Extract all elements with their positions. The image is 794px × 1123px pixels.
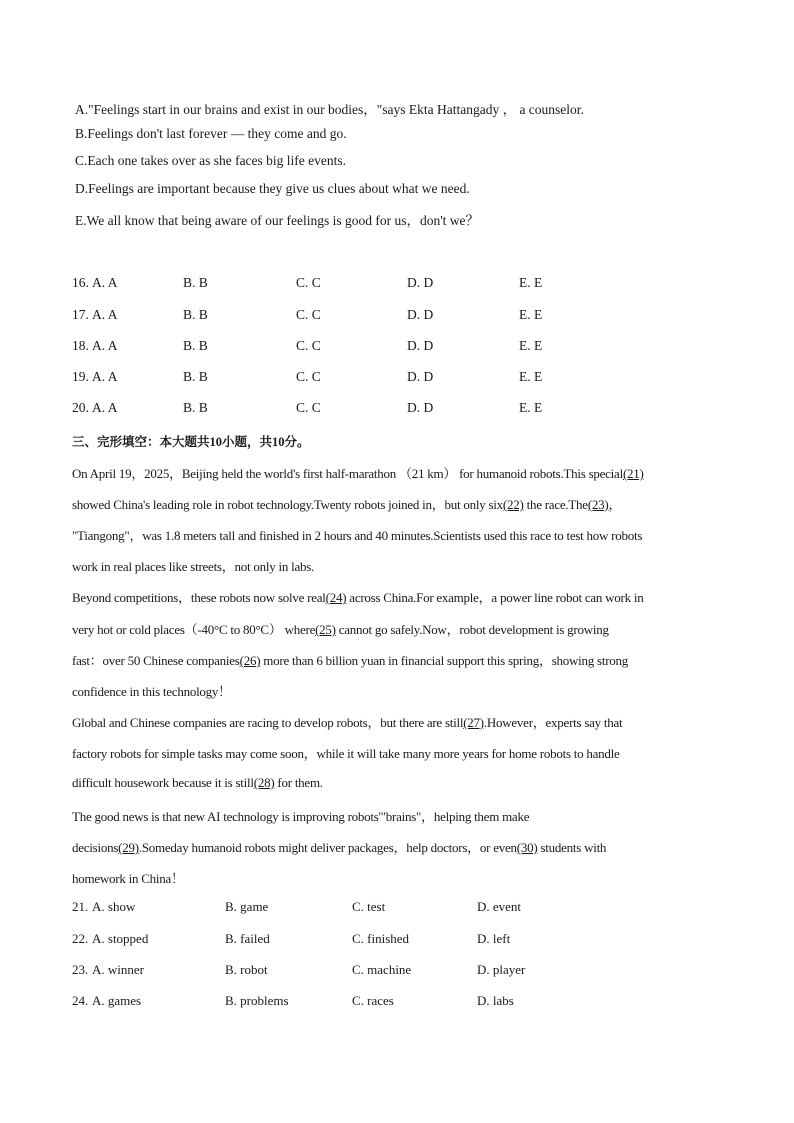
- choice-b[interactable]: B. B: [183, 338, 208, 353]
- passage-text: students with: [537, 840, 607, 855]
- choice-d[interactable]: D. D: [407, 275, 434, 290]
- choice-c[interactable]: C. finished: [352, 931, 410, 946]
- section-heading-mid: 小题，共: [222, 434, 273, 449]
- question-number: 16.: [72, 275, 89, 290]
- choice-c[interactable]: C. C: [296, 369, 321, 384]
- passage-line: work in real places like streets，not only in labs.: [72, 559, 315, 574]
- question-row-19: [72, 369, 712, 387]
- choice-b[interactable]: B. game: [225, 899, 269, 914]
- question-row-22: [72, 931, 712, 949]
- choice-c[interactable]: C. races: [352, 993, 394, 1008]
- passage-text: .Someday humanoid robots might deliver packages，help doctors，or even: [138, 840, 517, 855]
- option-d-sentence: D.Feelings are important because they give us clues about what we need.: [75, 181, 470, 196]
- choice-d[interactable]: D. D: [407, 307, 434, 322]
- blank-22: (22): [502, 497, 524, 512]
- passage-text: ，: [608, 497, 622, 512]
- passage-line: "Tiangong"，was 1.8 meters tall and finished in 2 hours and 40 minutes.Scientists used this race to test how robots: [72, 528, 643, 543]
- choice-d[interactable]: D. left: [477, 931, 511, 946]
- passage-text: .However，experts say that: [483, 715, 623, 730]
- question-row-18: [72, 338, 712, 356]
- choice-c[interactable]: C. C: [296, 338, 321, 353]
- blank-30: (30): [516, 840, 538, 855]
- choice-d[interactable]: D. labs: [477, 993, 514, 1008]
- passage-line: confidence in this technology！: [72, 684, 231, 699]
- choice-e[interactable]: E. E: [519, 338, 543, 353]
- choice-b[interactable]: B. B: [183, 369, 208, 384]
- passage-text: On April 19，2025，Beijing held the world's first half-marathon （21 km） for humanoid robots.This special: [72, 466, 623, 481]
- choice-b[interactable]: B. robot: [225, 962, 268, 977]
- choice-b[interactable]: B. failed: [225, 931, 270, 946]
- passage-text: fast：over 50 Chinese companies: [72, 653, 240, 668]
- passage-text: the race.The: [523, 497, 588, 512]
- section-heading-count: 10: [209, 435, 223, 449]
- passage-text: more than 6 billion yuan in financial support this spring，showing strong: [260, 653, 629, 668]
- question-number: 23.: [72, 962, 89, 977]
- choice-e[interactable]: E. E: [519, 369, 543, 384]
- passage-text: Global and Chinese companies are racing to develop robots，but there are still: [72, 715, 464, 730]
- question-number: 24.: [72, 993, 89, 1008]
- passage-text: cannot go safely.Now，robot development is growing: [335, 622, 609, 637]
- passage-text: difficult housework because it is still: [72, 775, 254, 790]
- choice-a[interactable]: A. A: [92, 275, 118, 290]
- option-c-sentence: C.Each one takes over as she faces big life events.: [75, 153, 347, 168]
- choice-a[interactable]: A. stopped: [92, 931, 149, 946]
- passage-line: [72, 650, 628, 669]
- question-number: 17.: [72, 307, 89, 322]
- choice-a[interactable]: A. show: [92, 899, 136, 914]
- question-row-17: [72, 307, 712, 325]
- choice-d[interactable]: D. D: [407, 369, 434, 384]
- choice-e[interactable]: E. E: [519, 275, 543, 290]
- choice-a[interactable]: A. A: [92, 307, 118, 322]
- section-heading-prefix: 三、完形填空：本大题共: [72, 434, 210, 449]
- passage-line: homework in China！: [72, 871, 184, 886]
- section-heading: [72, 432, 310, 450]
- choice-c[interactable]: C. C: [296, 307, 321, 322]
- choice-d[interactable]: D. D: [407, 400, 434, 415]
- question-number: 19.: [72, 369, 89, 384]
- blank-27: (27): [463, 715, 484, 730]
- passage-text: Beyond competitions，these robots now solve real: [72, 590, 326, 605]
- choice-a[interactable]: A. A: [92, 338, 118, 353]
- passage-line: [72, 587, 644, 606]
- choice-a[interactable]: A. games: [92, 993, 142, 1008]
- choice-a[interactable]: A. A: [92, 400, 118, 415]
- passage-line: factory robots for simple tasks may come soon，while it will take many more years for home robots to handle: [72, 746, 620, 761]
- passage-line: [72, 463, 644, 482]
- question-row-24: [72, 993, 712, 1011]
- blank-29: (29): [118, 840, 139, 855]
- blank-28: (28): [253, 775, 275, 790]
- choice-e[interactable]: E. E: [519, 400, 543, 415]
- question-number: 21.: [72, 899, 89, 914]
- option-a-sentence: A."Feelings start in our brains and exist in our bodies，"says Ekta Hattangady ， a counselor.: [75, 102, 584, 117]
- question-number: 22.: [72, 931, 89, 946]
- section-heading-suffix: 分。: [284, 434, 310, 449]
- passage-line: The good news is that new AI technology is improving robots'"brains"，helping them make: [72, 809, 530, 824]
- passage-text: showed China's leading role in robot technology.Twenty robots joined in，but only six: [72, 497, 503, 512]
- choice-a[interactable]: A. A: [92, 369, 118, 384]
- blank-23: (23): [587, 497, 609, 512]
- choice-b[interactable]: B. B: [183, 275, 208, 290]
- choice-b[interactable]: B. B: [183, 400, 208, 415]
- choice-b[interactable]: B. problems: [225, 993, 289, 1008]
- question-row-20: [72, 400, 712, 418]
- passage-line: [72, 494, 621, 513]
- blank-26: (26): [239, 653, 261, 668]
- blank-25: (25): [315, 622, 336, 637]
- question-row-16: [72, 275, 712, 293]
- choice-c[interactable]: C. C: [296, 275, 321, 290]
- section-heading-points: 10: [272, 435, 285, 449]
- choice-c[interactable]: C. C: [296, 400, 321, 415]
- choice-d[interactable]: D. player: [477, 962, 526, 977]
- passage-text: decisions: [72, 840, 119, 855]
- option-e-sentence: E.We all know that being aware of our feelings is good for us，don't we？: [75, 213, 479, 228]
- question-row-21: [72, 899, 712, 917]
- passage-line: [72, 837, 606, 856]
- choice-d[interactable]: D. event: [477, 899, 522, 914]
- passage-line: [72, 619, 609, 638]
- choice-d[interactable]: D. D: [407, 338, 434, 353]
- question-number: 18.: [72, 338, 89, 353]
- question-number: 20.: [72, 400, 89, 415]
- option-b-sentence: B.Feelings don't last forever — they come and go.: [75, 126, 347, 141]
- choice-e[interactable]: E. E: [519, 307, 543, 322]
- passage-text: very hot or cold places（-40°C to 80°C） where: [72, 622, 316, 637]
- passage-text: across China.For example，a power line robot can work in: [346, 590, 644, 605]
- passage-line: [72, 712, 622, 731]
- choice-a[interactable]: A. winner: [92, 962, 144, 977]
- choice-c[interactable]: C. test: [352, 899, 386, 914]
- passage-line: [72, 775, 323, 791]
- blank-21: (21): [622, 466, 644, 481]
- passage-text: for them.: [274, 775, 323, 790]
- question-row-23: [72, 962, 712, 980]
- blank-24: (24): [325, 590, 347, 605]
- choice-c[interactable]: C. machine: [352, 962, 412, 977]
- choice-b[interactable]: B. B: [183, 307, 208, 322]
